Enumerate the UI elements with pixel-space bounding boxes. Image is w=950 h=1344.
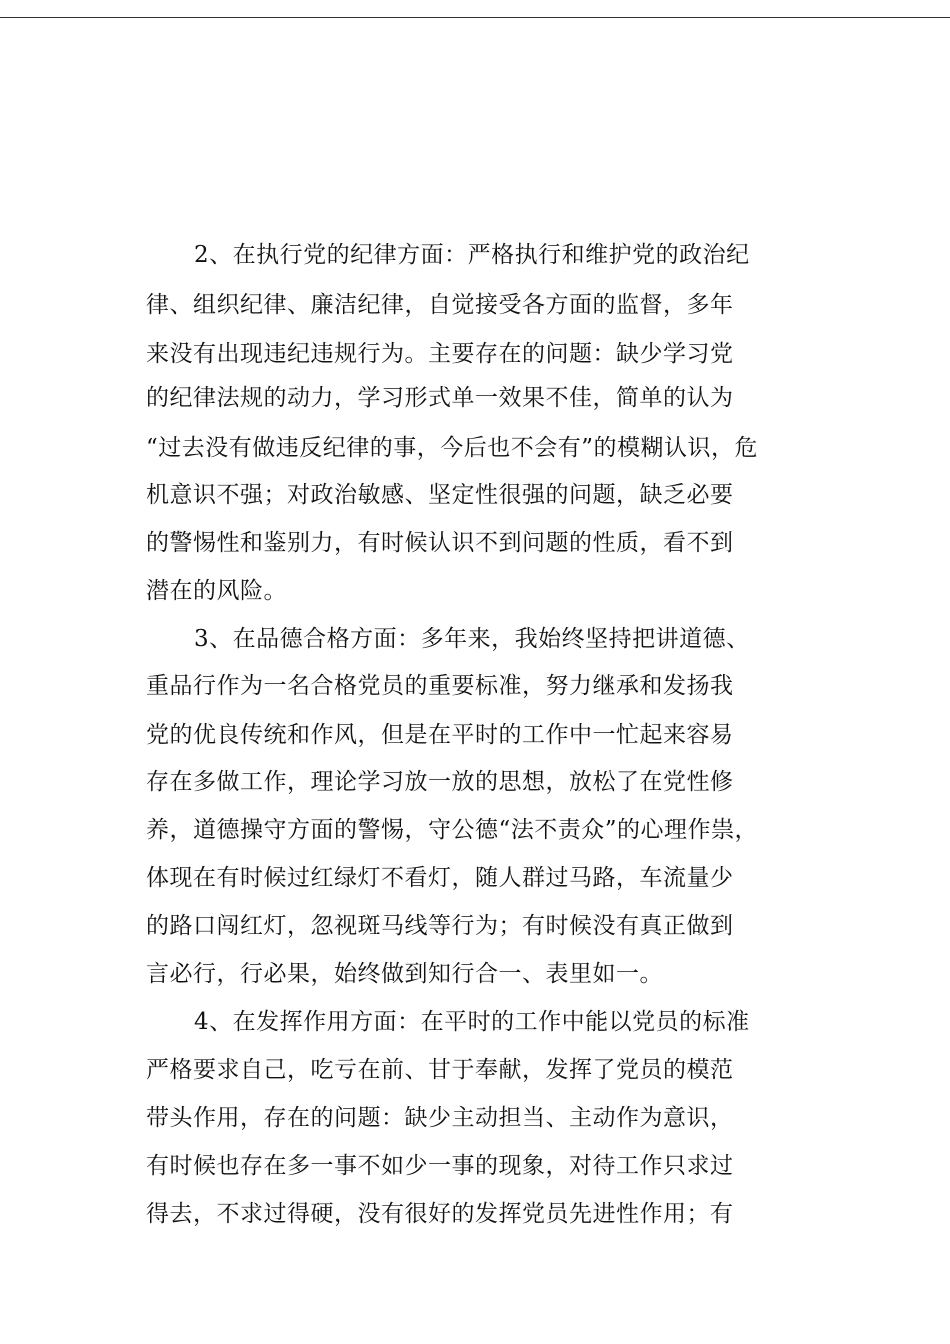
paragraph-2-line-1: 2、在执行党的纪律方面：严格执行和维护党的政治纪 [194,242,750,268]
paragraph-2-line-4: 的纪律法规的动力，学习形式单一效果不佳，简单的认为 [146,385,734,411]
paragraph-3-line-6: 体现在有时候过红绿灯不看灯，随人群过马路，车流量少 [146,865,734,891]
paragraph-2-line-3: 来没有出现违纪违规行为。主要存在的问题：缺少学习党 [146,341,734,367]
paragraph-3-line-7: 的路口闯红灯，忽视斑马线等行为；有时候没有真正做到 [146,913,734,939]
paragraph-3-line-5: 养，道德操守方面的警惕，守公德“法不责众”的心理作祟， [146,817,759,843]
paragraph-4-line-4: 有时候也存在多一事不如少一事的现象，对待工作只求过 [146,1153,734,1179]
paragraph-4-line-1: 4、在发挥作用方面：在平时的工作中能以党员的标准 [194,1009,750,1035]
paragraph-2-line-2: 律、组织纪律、廉洁纪律，自觉接受各方面的监督，多年 [146,292,734,318]
paragraph-4-line-3: 带头作用，存在的问题：缺少主动担当、主动作为意识， [146,1105,734,1131]
paragraph-3-line-2: 重品行作为一名合格党员的重要标准，努力继承和发扬我 [146,673,734,699]
paragraph-2-line-5: “过去没有做违反纪律的事，今后也不会有”的模糊认识，危 [146,435,759,461]
paragraph-2-line-7: 的警惕性和鉴别力，有时候认识不到问题的性质，看不到 [146,530,734,556]
paragraph-2-line-8: 潜在的风险。 [146,578,287,604]
paragraph-3-line-8: 言必行，行必果，始终做到知行合一、表里如一。 [146,961,663,987]
paragraph-4-line-2: 严格要求自己，吃亏在前、甘于奉献，发挥了党员的模范 [146,1057,734,1083]
paragraph-2-line-6: 机意识不强；对政治敏感、坚定性很强的问题，缺乏必要 [146,482,734,508]
paragraph-3-line-4: 存在多做工作，理论学习放一放的思想，放松了在党性修 [146,769,734,795]
paragraph-3-line-1: 3、在品德合格方面：多年来，我始终坚持把讲道德、 [194,626,750,652]
paragraph-3-line-3: 党的优良传统和作风，但是在平时的工作中一忙起来容易 [146,722,734,748]
paragraph-4-line-5: 得去，不求过得硬，没有很好的发挥党员先进性作用；有 [146,1201,734,1227]
